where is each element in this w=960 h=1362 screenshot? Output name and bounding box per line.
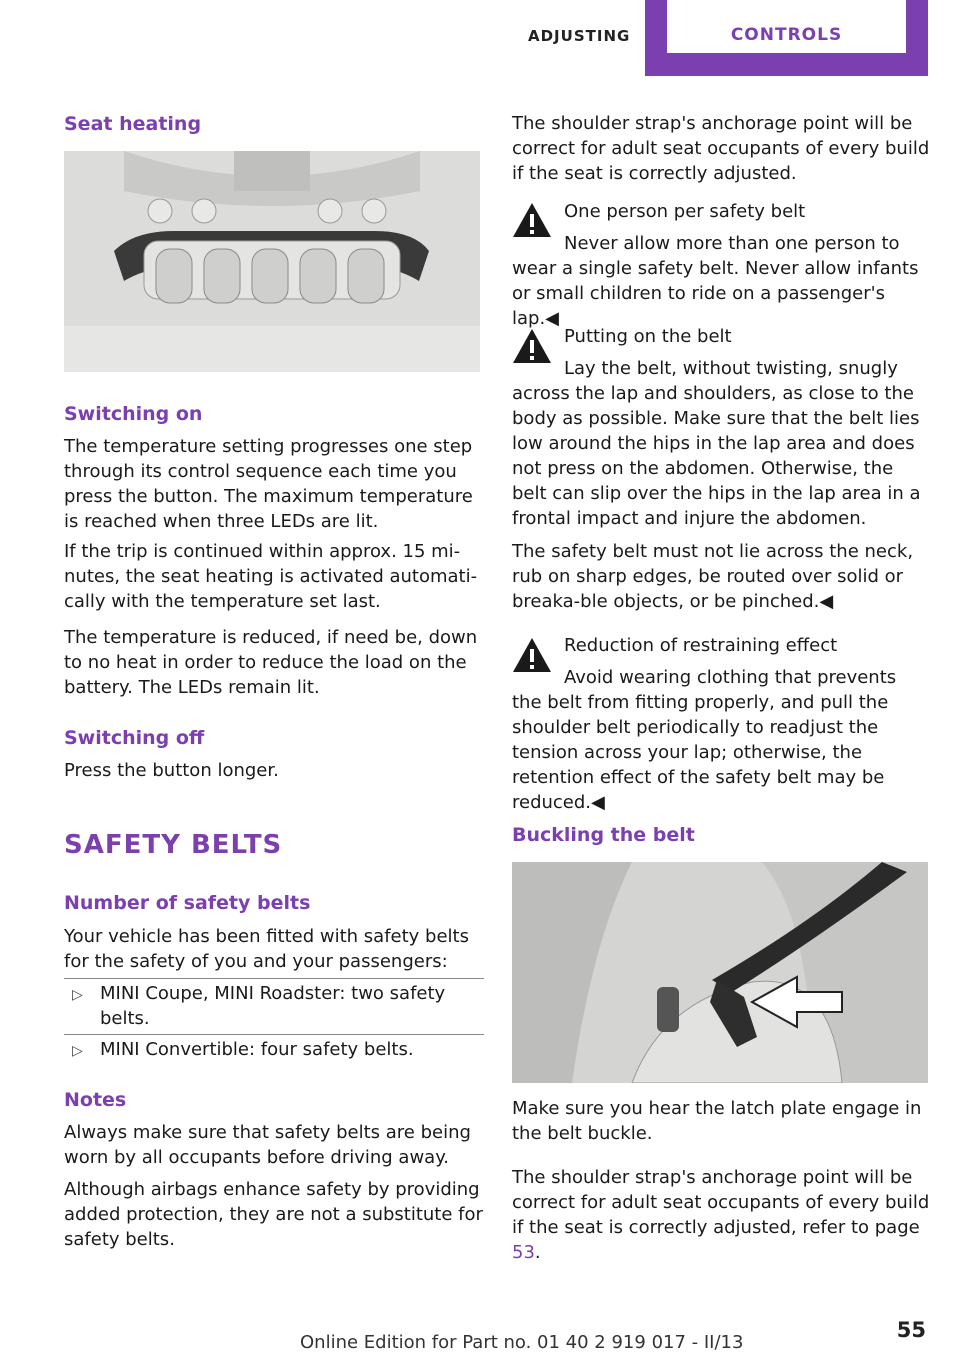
warning-2-body: Lay the belt, without twisting, snugly across the lap and shoulders, as close to the body as possible. Make sure that the belt lies low around the hips in the lap area and does not press on the abdomen. Otherwise, the belt can slip over the hips in the lap area in a frontal impact and injure the abdomen. <box>512 358 921 529</box>
buckling-heading: Buckling the belt <box>512 824 695 846</box>
bullet-item-1: MINI Coupe, MINI Roadster: two safety belts. <box>100 983 446 1029</box>
safety-belts-heading: SAFETY BELTS <box>64 830 283 860</box>
page-53-link[interactable]: 53 <box>512 1242 535 1263</box>
notes-text-1: Always make sure that safety belts are being worn by all occupants before driving away. <box>64 1122 471 1168</box>
switching-on-text-1: The temperature setting progresses one step through its control sequence each time you press the button. The maximum temperature is reached when three LEDs are lit. <box>64 436 473 532</box>
switching-off-text: Press the button longer. <box>64 760 279 781</box>
triangle-bullet-icon: ▷ <box>72 1043 83 1059</box>
seat-heating-illustration <box>64 151 480 372</box>
switching-on-heading: Switching on <box>64 403 203 425</box>
bullet-item-2: MINI Convertible: four safety belts. <box>100 1039 414 1060</box>
number-of-belts-heading: Number of safety belts <box>64 892 311 914</box>
notes-text-2: Although airbags enhance safety by providing added protection, they are not a substitute for safety belts. <box>64 1179 483 1250</box>
warning-1-title: One person per safety belt <box>564 201 806 222</box>
section-label: ADJUSTING <box>528 27 631 45</box>
switching-off-heading: Switching off <box>64 727 205 749</box>
anchorage-text: The shoulder strap's anchorage point will be correct for adult seat occupants of every build if the seat is correctly adjusted. <box>512 113 930 184</box>
seat-heating-heading: Seat heating <box>64 113 202 135</box>
belt-routing-text: The safety belt must not lie across the neck, rub on sharp edges, be routed over solid or breaka-ble objects, or be pinched.◀ <box>512 541 914 612</box>
latch-text: Make sure you hear the latch plate engage in the belt buckle. <box>512 1098 922 1144</box>
refer-page-text: The shoulder strap's anchorage point will be correct for adult seat occupants of every build if the seat is correctly adjusted, refer to page 53. <box>512 1167 930 1263</box>
warning-1-body: Never allow more than one person to wear a single safety belt. Never allow infants or small children to ride on a passenger's lap.◀ <box>512 233 919 329</box>
number-of-belts-text: Your vehicle has been fitted with safety belts for the safety of you and your passengers: <box>64 926 469 972</box>
warning-3-title: Reduction of restraining effect <box>564 635 838 656</box>
switching-on-text-3: The temperature is reduced, if need be, down to no heat in order to reduce the load on the battery. The LEDs remain lit. <box>64 627 478 698</box>
switching-on-text-2: If the trip is continued within approx. 15 mi-nutes, the seat heating is activated automati-cally with the temperature set last. <box>64 541 478 612</box>
buckling-photo <box>512 862 928 1083</box>
page-number: 55 <box>896 1318 926 1342</box>
warning-3-body: Avoid wearing clothing that prevents the belt from fitting properly, and pull the shoulder belt periodically to readjust the tension across your lap; otherwise, the retention effect of the safety belt may be reduced.◀ <box>512 667 897 813</box>
edition-text: Online Edition for Part no. 01 40 2 919 017 - II/13 <box>300 1332 744 1353</box>
triangle-bullet-icon: ▷ <box>72 987 83 1003</box>
warning-2-title: Putting on the belt <box>564 326 732 347</box>
buckling-illustration <box>512 862 928 1083</box>
chapter-tab-label: CONTROLS <box>667 0 906 53</box>
seat-heating-photo <box>64 151 480 372</box>
notes-heading: Notes <box>64 1089 127 1111</box>
chapter-tab[interactable] <box>645 0 928 76</box>
